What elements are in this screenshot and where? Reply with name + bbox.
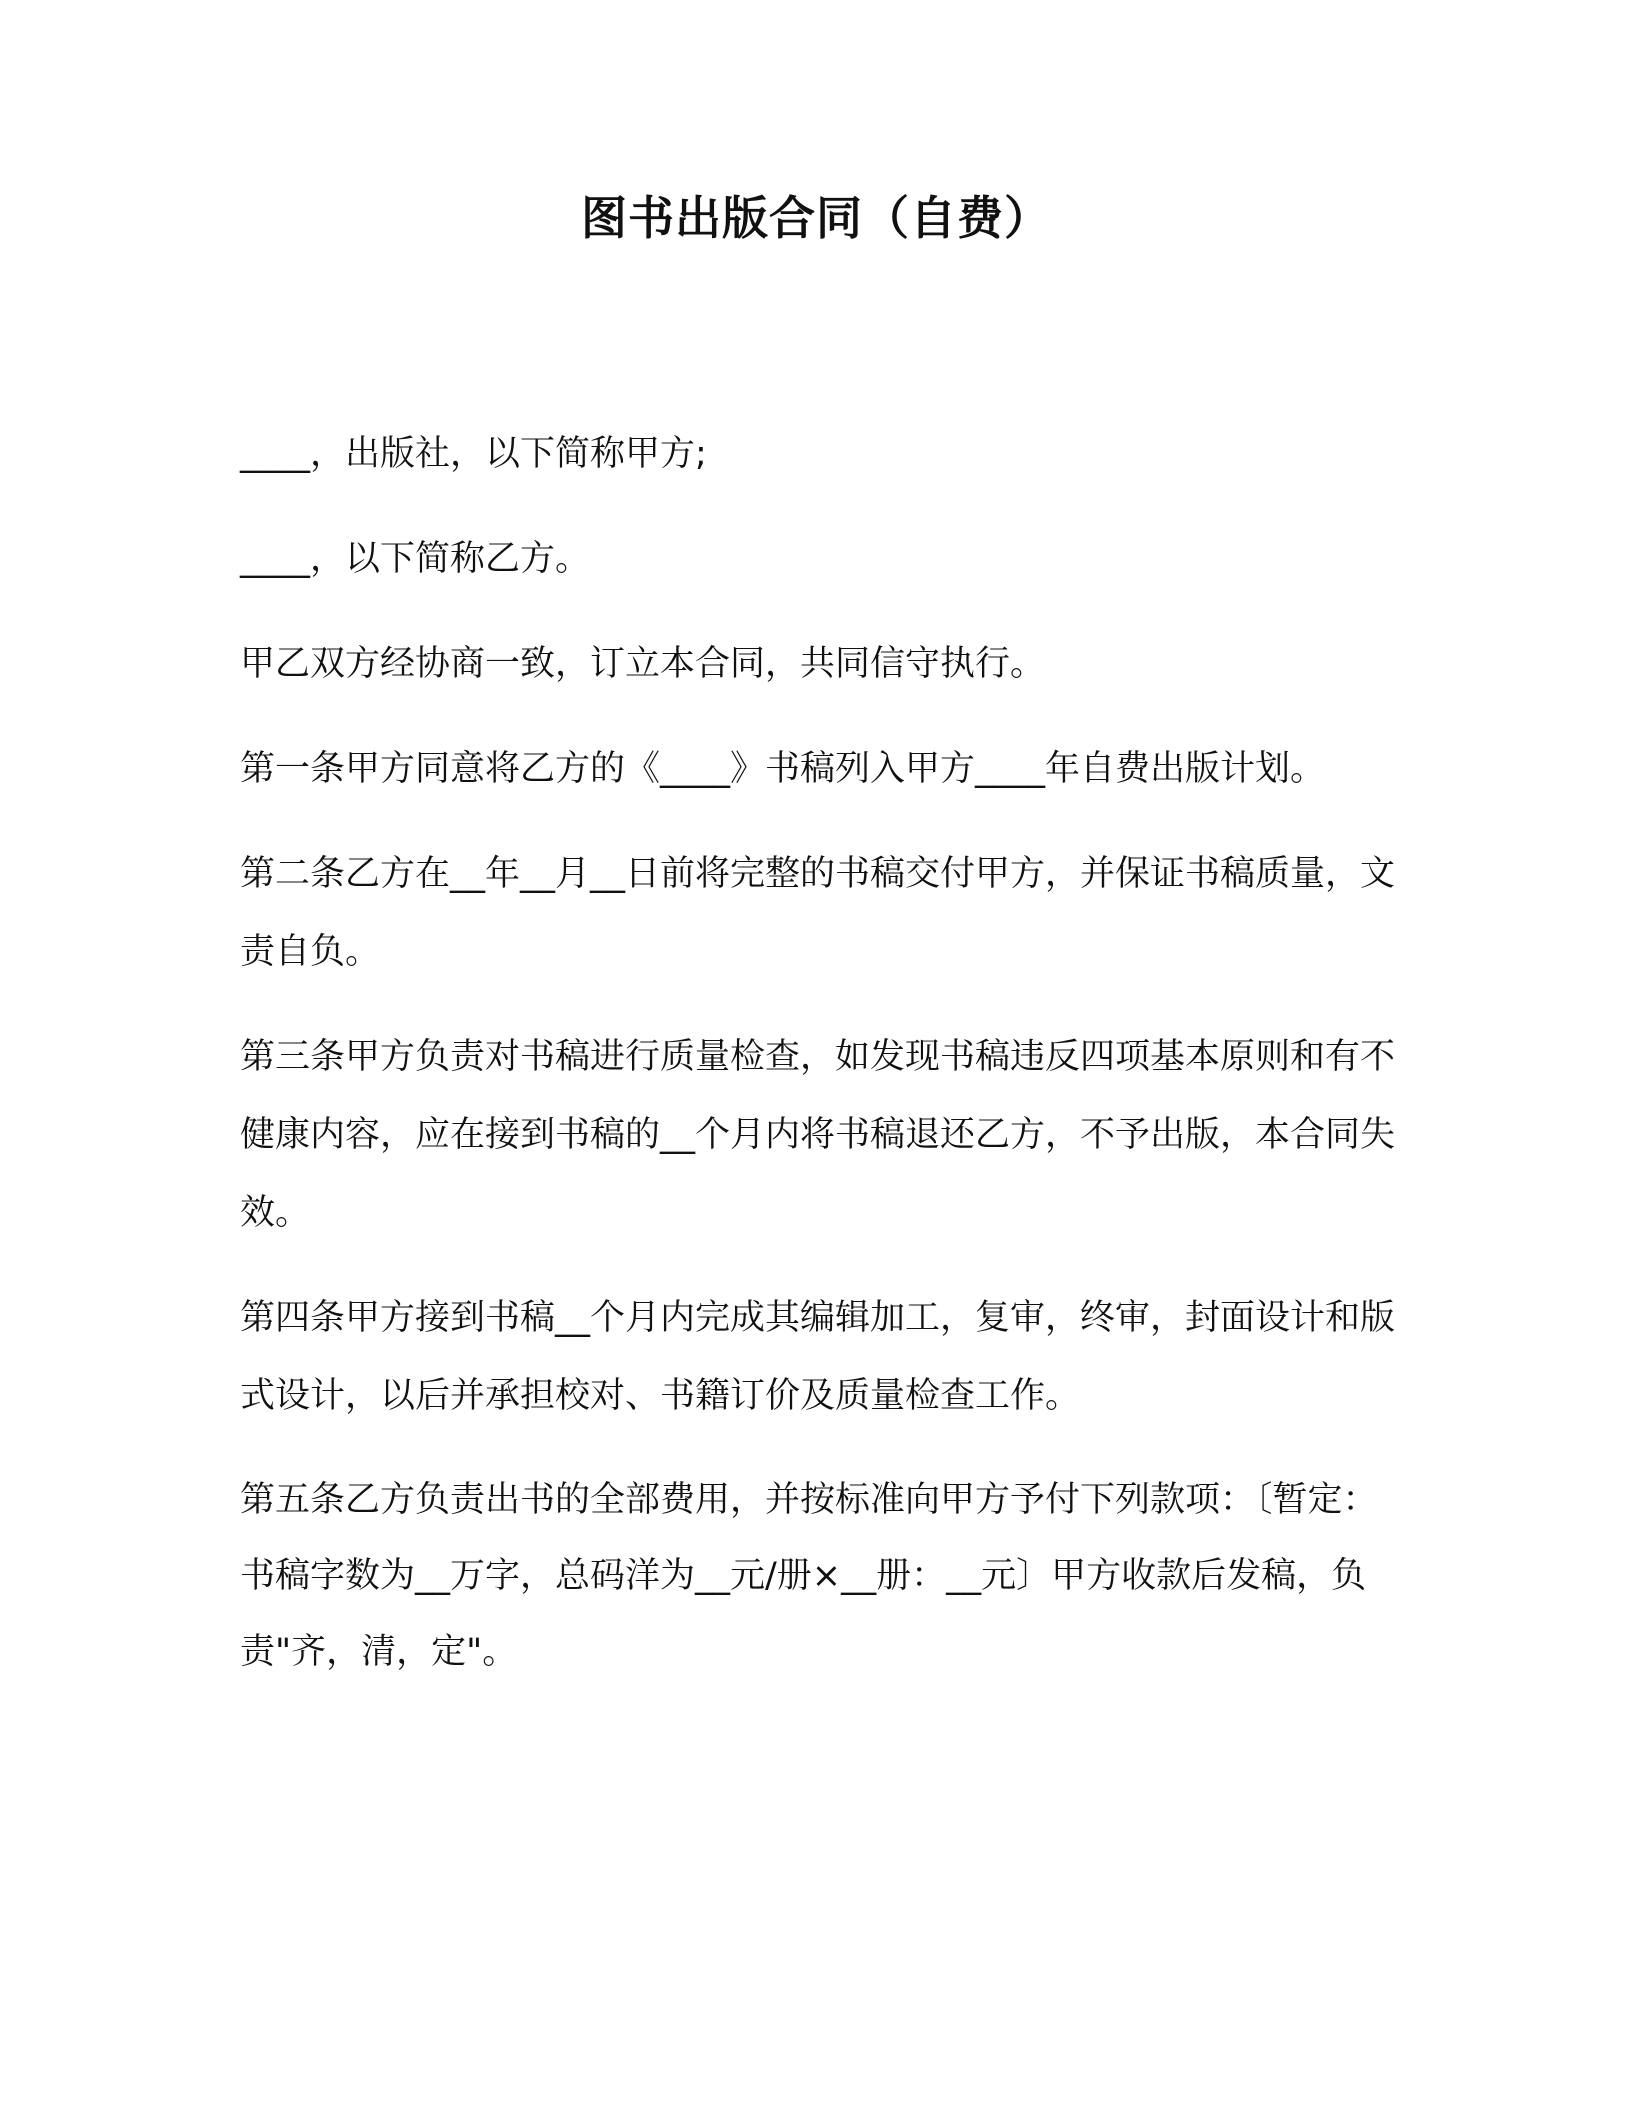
article-1: 第一条甲方同意将乙方的《____》书稿列入甲方____年自费出版计划。 <box>240 749 1326 789</box>
agreement-intro: 甲乙双方经协商一致，订立本合同，共同信守执行。 <box>240 644 1046 684</box>
article-3: 第三条甲方负责对书稿进行质量检查，如发现书稿违反四项基本原则和有不健康内容，应在接到书稿的__个月内将书稿退还乙方，不予出版，本合同失效。 <box>240 1037 1396 1233</box>
article-5: 第五条乙方负责出书的全部费用，并按标准向甲方予付下列款项：〔暂定：书稿字数为__万字，总码洋为__元/册×__册：__元〕甲方收款后发稿，负责"齐，清，定"。 <box>240 1480 1378 1672</box>
document-title: 图书出版合同（自费） <box>581 191 1051 245</box>
article-2: 第二条乙方在__年__月__日前将完整的书稿交付甲方，并保证书稿质量，文责自负。 <box>240 854 1396 972</box>
article-4: 第四条甲方接到书稿__个月内完成其编辑加工，复审，终审，封面设计和版式设计，以后并承担校对、书籍订价及质量检查工作。 <box>240 1298 1396 1416</box>
party-a-line: ____，出版社，以下简称甲方; <box>240 434 707 474</box>
document-body <box>240 415 1410 1717</box>
party-b-line: ____，以下简称乙方。 <box>240 539 591 579</box>
